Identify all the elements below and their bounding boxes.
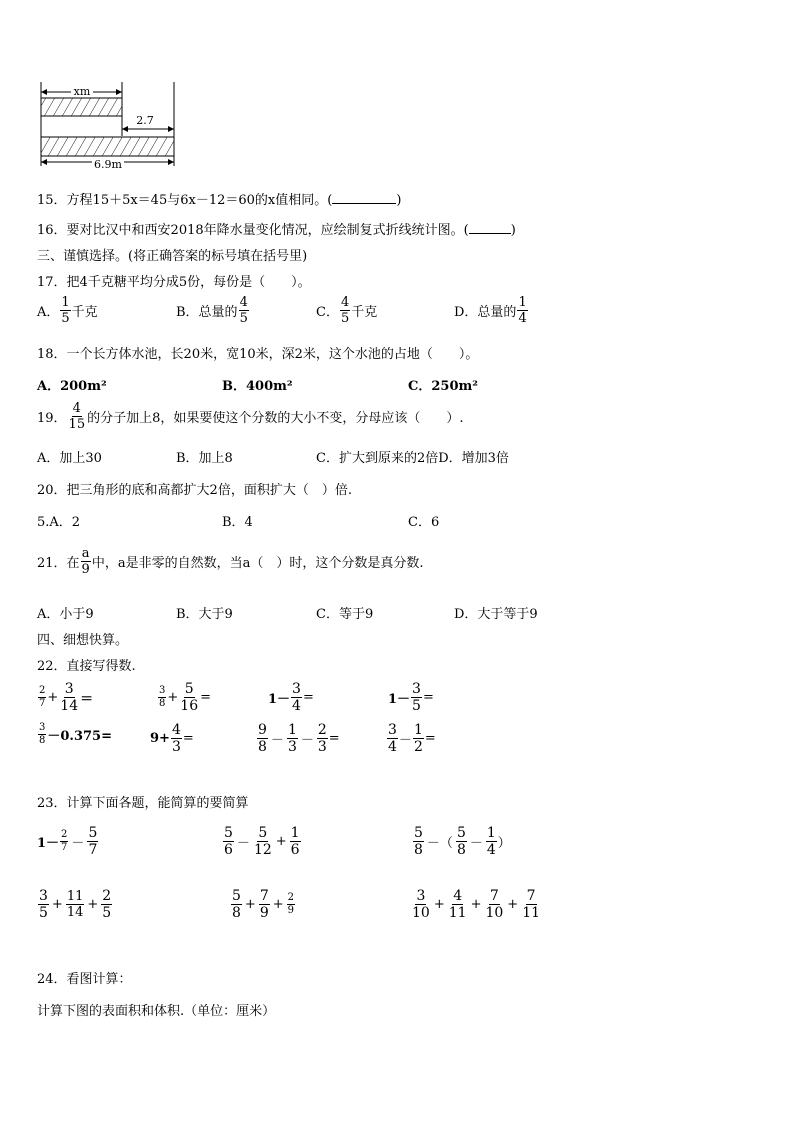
- question-21-stem: 21．在 $\frac{a}{9}$ 中，a是非零的自然数，当a（ ）时，这个分数是真分数.: [37, 546, 424, 577]
- label-gap: 2.7: [136, 114, 154, 127]
- q20-option-b[interactable]: B．4: [222, 515, 253, 530]
- question-15: 15．方程15＋5x＝45与6x－12＝60的x值相同。( ): [37, 193, 402, 208]
- q17-option-b[interactable]: B．总量的 $\frac{4}{5}$: [176, 295, 248, 326]
- q22-expr-6: 9+ $\frac{4}{3}$ =: [150, 722, 194, 755]
- q21-option-c[interactable]: C．等于9: [316, 607, 374, 622]
- q17-option-d[interactable]: D．总量的 $\frac{1}{4}$: [454, 295, 527, 326]
- q23-expr-3: $\frac{5}{8}$ －（ $\frac{5}{8}$ － $\frac{1}{4}$ ）: [414, 825, 511, 858]
- question-17-stem: 17．把4千克糖平均分成5份，每份是（ ）。: [37, 275, 311, 290]
- question-20-stem: 20．把三角形的底和高都扩大2倍，面积扩大（ ）倍.: [37, 483, 352, 498]
- q17-option-c[interactable]: C． $\frac{4}{5}$ 千克: [316, 295, 378, 326]
- section-3-heading: 三、谨慎选择。(将正确答案的标号填在括号里): [37, 249, 308, 264]
- answer-blank-16[interactable]: [469, 221, 511, 234]
- answer-blank-15[interactable]: [332, 191, 396, 204]
- q23-expr-5: $\frac{5}{8}$ + $\frac{7}{9}$ + $\frac{2}{9}$: [232, 888, 295, 921]
- q23-expr-2: $\frac{5}{6}$ － $\frac{5}{12}$ + $\frac{1}{6}$: [224, 825, 300, 858]
- q20-option-c[interactable]: C．6: [408, 515, 440, 530]
- q18-option-b[interactable]: B．400m²: [222, 379, 293, 394]
- question-24-stem: 24．看图计算：: [37, 972, 132, 987]
- q22-expr-5: $\frac{3}{8}$ －0.375=: [39, 722, 112, 746]
- shaded-strip-bottom: [41, 137, 174, 156]
- question-24-subtext: 计算下图的表面积和体积.（单位：厘米）: [37, 1004, 276, 1019]
- question-22-stem: 22．直接写得数.: [37, 659, 136, 674]
- q22-expr-3: 1－ $\frac{3}{4}$ =: [268, 681, 314, 714]
- q20-option-a[interactable]: 5.A．2: [37, 515, 81, 530]
- q22-expr-8: $\frac{3}{4}$ － $\frac{1}{2}$ =: [388, 722, 436, 755]
- q19-option-a[interactable]: A．加上30: [37, 451, 102, 466]
- q21-option-d[interactable]: D．大于等于9: [454, 607, 538, 622]
- q22-expr-2: $\frac{3}{8}$ + $\frac{5}{16}$ =: [159, 681, 212, 714]
- question-16: 16．要对比汉中和西安2018年降水量变化情况，应绘制复式折线统计图。( ): [37, 223, 516, 238]
- q18-option-c[interactable]: C．250m²: [408, 379, 478, 394]
- q22-expr-1: $\frac{2}{7}$ + $\frac{3}{14}$ ＝: [39, 681, 94, 714]
- q18-option-a[interactable]: A．200m²: [37, 379, 107, 394]
- label-x: xm: [73, 85, 91, 98]
- q23-expr-4: $\frac{3}{5}$ + $\frac{11}{14}$ + $\frac{2}{5}$: [39, 888, 112, 921]
- q23-expr-6: $\frac{3}{10}$ + $\frac{4}{11}$ + $\frac{7}{10}$ + $\frac{7}{11}$: [412, 888, 541, 921]
- q23-expr-1: 1－ $\frac{2}{7}$ － $\frac{5}{7}$: [37, 825, 98, 858]
- question-18-stem: 18．一个长方体水池，长20米，宽10米，深2米，这个水池的占地（ ）。: [37, 347, 479, 362]
- q19-option-c[interactable]: C．扩大到原来的2倍D．增加3倍: [316, 451, 509, 466]
- q22-expr-7: $\frac{9}{8}$ － $\frac{1}{3}$ － $\frac{2}{3}$ =: [258, 722, 340, 755]
- label-total: 6.9m: [94, 158, 122, 171]
- q22-expr-4: 1－ $\frac{3}{5}$ =: [388, 681, 434, 714]
- question-19-stem: 19． $\frac{4}{15}$ 的分子加上8，如果要使这个分数的大小不变，分母应该（ ）.: [37, 401, 464, 432]
- section-4-heading: 四、细想快算。: [37, 633, 129, 648]
- shaded-strip-top: [41, 98, 122, 116]
- q19-option-b[interactable]: B．加上8: [176, 451, 233, 466]
- q21-option-b[interactable]: B．大于9: [176, 607, 233, 622]
- question-23-stem: 23．计算下面各题，能简算的要简算: [37, 796, 249, 811]
- q21-option-a[interactable]: A．小于9: [37, 607, 94, 622]
- rectangle-diagram: [30, 78, 190, 178]
- q17-option-a[interactable]: A． $\frac{1}{5}$ 千克: [37, 295, 98, 326]
